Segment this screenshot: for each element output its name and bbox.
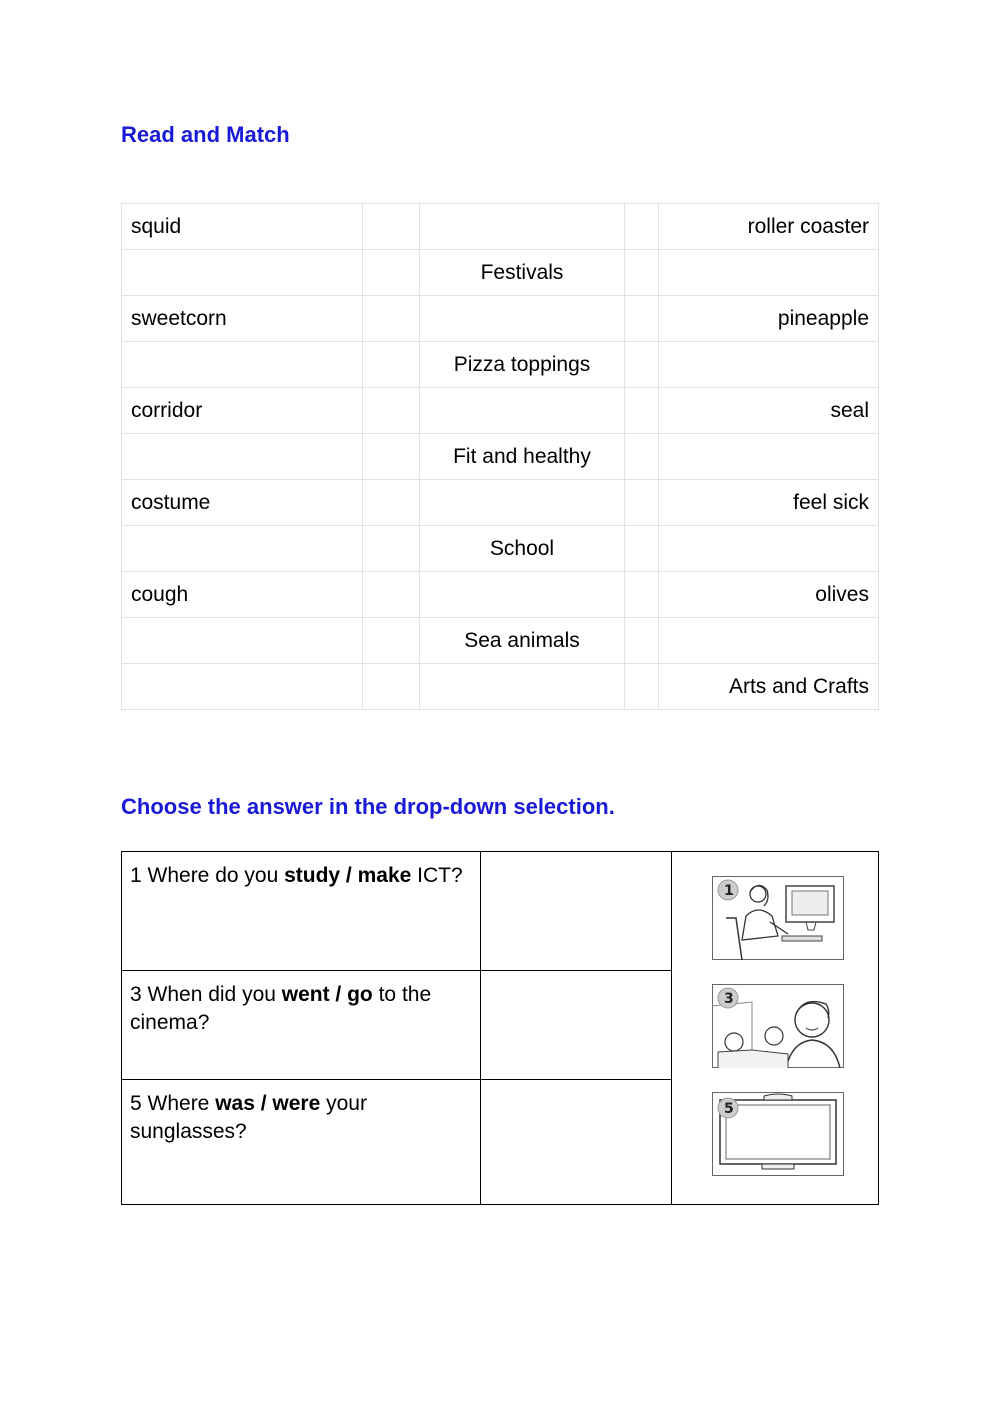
right-drop-slot[interactable]: [625, 526, 659, 572]
question-1: [122, 852, 481, 971]
right-drop-slot[interactable]: [625, 250, 659, 296]
picture-cinema: [712, 984, 844, 1068]
left-drop-slot[interactable]: [363, 250, 420, 296]
question-text-post: ICT?: [411, 864, 463, 887]
picture-computer-lesson: [712, 876, 844, 960]
category-cell[interactable]: Sea animals: [420, 618, 625, 664]
right-drop-slot[interactable]: [625, 572, 659, 618]
right-drop-slot[interactable]: [625, 296, 659, 342]
question-text-pre: 3 When did you: [130, 983, 282, 1006]
answer-dropdown-3[interactable]: [481, 971, 672, 1080]
left-drop-slot[interactable]: [363, 388, 420, 434]
left-word-cell[interactable]: squid: [122, 204, 363, 250]
left-word-cell: [122, 250, 363, 296]
match-row: [122, 434, 879, 480]
left-drop-slot[interactable]: [363, 664, 420, 710]
left-word-cell: [122, 434, 363, 480]
answer-dropdown-5[interactable]: [481, 1080, 672, 1205]
question-table: [121, 851, 879, 1205]
left-word-cell[interactable]: sweetcorn: [122, 296, 363, 342]
left-word-cell: [122, 342, 363, 388]
right-drop-slot[interactable]: [625, 388, 659, 434]
right-drop-slot[interactable]: [625, 342, 659, 388]
category-cell: [420, 480, 625, 526]
left-word-cell: [122, 526, 363, 572]
right-word-cell[interactable]: seal: [659, 388, 879, 434]
right-word-cell[interactable]: Arts and Crafts: [659, 664, 879, 710]
right-word-cell: [659, 618, 879, 664]
match-row: [122, 296, 879, 342]
picture-television: [712, 1092, 844, 1176]
left-word-cell[interactable]: cough: [122, 572, 363, 618]
left-word-cell[interactable]: corridor: [122, 388, 363, 434]
left-word-cell[interactable]: costume: [122, 480, 363, 526]
right-drop-slot[interactable]: [625, 664, 659, 710]
picture-number: 1: [724, 883, 734, 899]
right-word-cell[interactable]: pineapple: [659, 296, 879, 342]
right-word-cell: [659, 434, 879, 480]
right-word-cell[interactable]: feel sick: [659, 480, 879, 526]
question-3: [122, 971, 481, 1080]
right-word-cell: [659, 342, 879, 388]
question-options: was / were: [215, 1092, 321, 1115]
category-cell[interactable]: Festivals: [420, 250, 625, 296]
matching-table: [121, 203, 879, 710]
question-5: [122, 1080, 481, 1205]
right-word-cell: [659, 250, 879, 296]
question-options: study / make: [284, 864, 412, 887]
left-drop-slot[interactable]: [363, 480, 420, 526]
match-row: [122, 204, 879, 250]
right-word-cell[interactable]: roller coaster: [659, 204, 879, 250]
match-row: [122, 526, 879, 572]
category-cell[interactable]: Pizza toppings: [420, 342, 625, 388]
right-drop-slot[interactable]: [625, 204, 659, 250]
left-drop-slot[interactable]: [363, 204, 420, 250]
right-drop-slot[interactable]: [625, 618, 659, 664]
left-drop-slot[interactable]: [363, 526, 420, 572]
match-row: [122, 572, 879, 618]
question-text-post: to the cinema?: [130, 983, 432, 1034]
right-drop-slot[interactable]: [625, 480, 659, 526]
right-word-cell[interactable]: olives: [659, 572, 879, 618]
left-drop-slot[interactable]: [363, 342, 420, 388]
match-row: [122, 250, 879, 296]
section-title-read-and-match: Read and Match: [121, 122, 290, 147]
left-drop-slot[interactable]: [363, 618, 420, 664]
left-word-cell: [122, 664, 363, 710]
category-cell: [420, 572, 625, 618]
match-row: [122, 664, 879, 710]
match-row: [122, 618, 879, 664]
category-cell[interactable]: School: [420, 526, 625, 572]
category-cell: [420, 204, 625, 250]
question-options: went / go: [281, 983, 373, 1006]
picture-column: [672, 852, 879, 1205]
left-drop-slot[interactable]: [363, 572, 420, 618]
category-cell: [420, 388, 625, 434]
match-row: [122, 342, 879, 388]
right-word-cell: [659, 526, 879, 572]
question-text-pre: 1 Where do you: [130, 864, 285, 887]
left-drop-slot[interactable]: [363, 434, 420, 480]
question-text-pre: 5 Where: [130, 1092, 216, 1115]
right-drop-slot[interactable]: [625, 434, 659, 480]
question-text-post: your sunglasses?: [130, 1092, 367, 1143]
category-cell[interactable]: Fit and healthy: [420, 434, 625, 480]
match-row: [122, 480, 879, 526]
section-title-drop-down: Choose the answer in the drop-down selection.: [121, 794, 615, 819]
picture-number: 5: [724, 1101, 734, 1117]
answer-dropdown-1[interactable]: [481, 852, 672, 971]
match-row: [122, 388, 879, 434]
left-drop-slot[interactable]: [363, 296, 420, 342]
left-word-cell: [122, 618, 363, 664]
category-cell: [420, 664, 625, 710]
picture-number: 3: [724, 991, 734, 1007]
category-cell: [420, 296, 625, 342]
